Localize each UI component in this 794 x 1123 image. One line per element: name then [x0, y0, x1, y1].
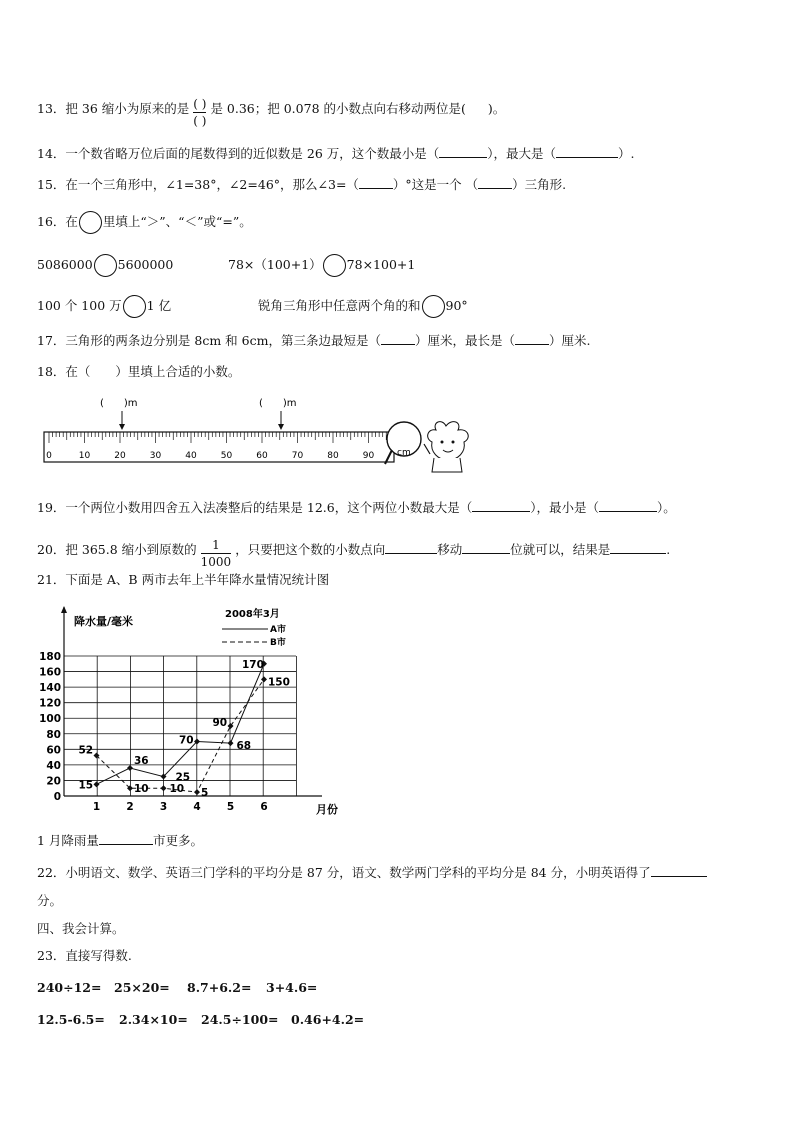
q19-blank-max[interactable] — [472, 499, 530, 512]
calc-2-4: 0.46+4.2= — [291, 1012, 365, 1027]
y-tick-label: 140 — [39, 682, 61, 695]
q21-answer-line — [37, 831, 203, 850]
q20-frac-num: 1 — [212, 538, 220, 552]
q18-text: 18．在（ ）里填上合适的小数。 — [37, 364, 241, 379]
q16-b-circle[interactable] — [323, 254, 346, 277]
q16-b-left: 78×（100+1） — [228, 257, 322, 272]
legend-b-label: B市 — [270, 638, 286, 648]
q20-text4: 位就可以，结果是 — [510, 542, 611, 557]
data-label: 15 — [78, 779, 94, 792]
q15-text3: ）三角形. — [512, 177, 567, 192]
q14-blank-max[interactable] — [556, 145, 618, 158]
data-label: 68 — [236, 740, 252, 753]
q16-c-left: 100 个 100 万 — [37, 298, 122, 313]
chart-y-tick-labels — [39, 651, 61, 803]
data-label: 10 — [134, 783, 149, 796]
ruler-unit: cm — [397, 448, 411, 458]
q19-text2: ），最小是（ — [530, 500, 599, 515]
question-20 — [37, 537, 670, 570]
question-13 — [37, 96, 505, 129]
calc-1-3: 8.7+6.2= — [187, 980, 252, 995]
q16-circle-example — [79, 211, 102, 234]
y-tick-label: 60 — [46, 744, 61, 757]
data-point — [127, 765, 133, 771]
y-tick-label: 180 — [39, 651, 61, 663]
ruler-label: 50 — [220, 451, 233, 461]
q16-item-c — [37, 295, 171, 318]
data-label: 170 — [242, 658, 264, 671]
chart-title: 2008年3月 — [225, 609, 280, 620]
calc-2-3: 24.5÷100= — [201, 1012, 279, 1027]
question-21 — [37, 571, 329, 589]
ruler-label: 80 — [327, 451, 339, 461]
data-label: 10 — [169, 783, 185, 796]
q17-text1: 17．三角形的两条边分别是 8cm 和 6cm，第三条边最短是（ — [37, 333, 381, 348]
q20-text1: 20．把 365.8 缩小到原数的 — [37, 542, 197, 557]
section4-text: 四、我会计算。 — [37, 921, 125, 936]
q19-blank-min[interactable] — [599, 499, 657, 512]
q13-fraction — [193, 96, 206, 129]
x-tick-label: 2 — [126, 801, 134, 813]
ruler-arrow-1-head — [119, 424, 125, 430]
y-tick-label: 40 — [46, 759, 61, 772]
q22-blank-english[interactable] — [651, 863, 707, 877]
q14-text1: 14．一个数省略万位后面的尾数得到的近似数是 26 万，这个数最小是（ — [37, 146, 440, 161]
calc-row-1 — [37, 979, 317, 997]
q14-text2: ），最大是（ — [487, 146, 557, 161]
q15-text1: 15．在一个三角形中，∠1=38°，∠2=46°，那么∠3=（ — [37, 177, 359, 192]
calc-1-4: 3+4.6= — [266, 980, 318, 995]
q23-text: 23．直接写得数. — [37, 948, 132, 963]
question-14 — [37, 145, 635, 163]
question-22 — [37, 863, 707, 882]
ruler-label: 30 — [149, 451, 162, 461]
q16-d-left: 锐角三角形中任意两个角的和 — [258, 298, 421, 313]
q17-blank-max[interactable] — [515, 332, 549, 345]
ruler-label: 0 — [46, 451, 52, 461]
y-tick-label: 120 — [39, 697, 61, 710]
data-label: 52 — [78, 744, 94, 757]
q16-b-right: 78×100+1 — [346, 257, 416, 272]
q14-blank-min[interactable] — [439, 145, 487, 158]
q16-a-circle[interactable] — [94, 254, 117, 277]
ruler-label: 10 — [78, 451, 91, 461]
q17-blank-min[interactable] — [381, 332, 415, 345]
chart-xlabel: 月份 — [316, 803, 338, 816]
q20-fraction — [201, 537, 232, 570]
ruler-marker-2-label: ( )m — [259, 398, 297, 409]
q20-text5: . — [666, 542, 671, 557]
calc-1-2: 25×20= — [114, 980, 170, 995]
q16-a-right: 5600000 — [117, 257, 174, 272]
question-17 — [37, 332, 590, 350]
q21-blank-city[interactable] — [99, 831, 153, 845]
q20-frac-den: 1000 — [200, 555, 232, 569]
ruler-label: 70 — [291, 451, 304, 461]
question-16 — [37, 211, 252, 234]
ruler-arrow-2-head — [278, 424, 284, 430]
y-tick-label: 80 — [46, 728, 61, 741]
y-tick-label: 20 — [46, 775, 61, 788]
y-tick-label: 0 — [53, 791, 61, 803]
ruler-label: 20 — [114, 451, 126, 461]
q15-blank-angle[interactable] — [359, 176, 393, 189]
section-4-heading — [37, 920, 125, 938]
data-label: 5 — [201, 787, 209, 800]
q16-item-a — [37, 254, 173, 277]
y-axis-arrow — [61, 606, 67, 613]
q13-prefix: 13．把 36 缩小为原来的是 — [37, 101, 190, 116]
q22b-text: 分。 — [37, 893, 63, 908]
q16-a-left: 5086000 — [37, 257, 93, 272]
data-point — [194, 789, 200, 795]
q16-d-right: 90° — [445, 298, 468, 313]
data-label: 150 — [268, 676, 290, 689]
q16-d-circle[interactable] — [422, 295, 445, 318]
calc-2-1: 12.5-6.5= — [37, 1012, 105, 1027]
calc-row-2 — [37, 1011, 364, 1029]
q20-text3: 移动 — [437, 542, 463, 557]
girl-illustration — [424, 422, 468, 472]
question-22-cont — [37, 892, 62, 910]
q16-c-right: 1 亿 — [146, 298, 172, 313]
q22-text: 22．小明语文、数学、英语三门学科的平均分是 87 分，语文、数学两门学科的平均分是 84 分，小明英语得了 — [37, 865, 651, 880]
question-23 — [37, 947, 132, 965]
ruler-marker-1-label: ( )m — [100, 398, 138, 409]
q14-text3: ）. — [618, 146, 635, 161]
q20-blank-direction[interactable] — [385, 540, 437, 554]
rainfall-chart — [30, 605, 350, 820]
q17-text2: ）厘米，最长是（ — [414, 333, 515, 348]
q20-blank-result[interactable] — [610, 540, 666, 554]
q20-text2: ，只要把这个数的小数点向 — [235, 542, 386, 557]
q16-text1: 16．在 — [37, 214, 78, 229]
question-19 — [37, 499, 676, 517]
x-tick-label: 5 — [226, 801, 235, 813]
y-tick-label: 160 — [39, 666, 61, 679]
data-label: 25 — [175, 771, 191, 784]
x-tick-label: 6 — [260, 801, 268, 813]
q20-blank-places[interactable] — [462, 540, 510, 554]
calc-1-1: 240÷12= — [37, 980, 102, 995]
data-label: 36 — [134, 755, 149, 767]
data-point — [161, 785, 167, 791]
ruler-figure — [40, 392, 480, 482]
legend-a-label: A市 — [270, 625, 286, 635]
q16-c-circle[interactable] — [123, 295, 146, 318]
q13-suffix: )。 — [487, 101, 506, 116]
ruler-label: 90 — [362, 451, 375, 461]
q16-text2: 里填上“＞”、“＜”或“=”。 — [102, 214, 252, 229]
q17-text3: ）厘米. — [548, 333, 591, 348]
q15-text2: ）°这是一个 （ — [392, 177, 479, 192]
data-point — [228, 740, 234, 746]
q13-frac-num: ( ) — [193, 97, 207, 111]
chart-x-tick-labels — [93, 801, 268, 813]
chart-ylabel: 降水量/毫米 — [74, 615, 134, 628]
data-label: 90 — [212, 717, 228, 729]
data-point — [94, 781, 100, 787]
q21-after-text2: 市更多。 — [152, 833, 203, 848]
x-tick-label: 1 — [92, 801, 101, 813]
q15-blank-type[interactable] — [478, 176, 512, 189]
ruler-label: 40 — [185, 451, 197, 461]
x-tick-label: 4 — [193, 801, 201, 813]
q21-after-text: 1 月降雨量 — [37, 833, 99, 848]
q13-middle: 是 0.36；把 0.078 的小数点向右移动两位是( — [210, 101, 466, 116]
q16-item-d — [258, 295, 468, 318]
calc-2-2: 2.34×10= — [119, 1012, 188, 1027]
ruler-body — [44, 432, 394, 462]
y-tick-label: 100 — [39, 713, 61, 726]
q21-text: 21．下面是 A、B 两市去年上半年降水量情况统计图 — [37, 572, 330, 587]
series-line-a — [97, 664, 265, 785]
q19-text3: ）。 — [656, 500, 676, 515]
question-18 — [37, 363, 240, 381]
q16-item-b — [228, 254, 415, 277]
data-label: 70 — [179, 734, 194, 747]
q19-text1: 19．一个两位小数用四舍五入法凑整后的结果是 12.6，这个两位小数最大是（ — [37, 500, 473, 515]
ruler-label: 60 — [256, 451, 268, 461]
q13-frac-den: ( ) — [193, 114, 207, 128]
x-tick-label: 3 — [159, 801, 168, 813]
data-point — [261, 676, 267, 682]
question-15 — [37, 176, 566, 194]
